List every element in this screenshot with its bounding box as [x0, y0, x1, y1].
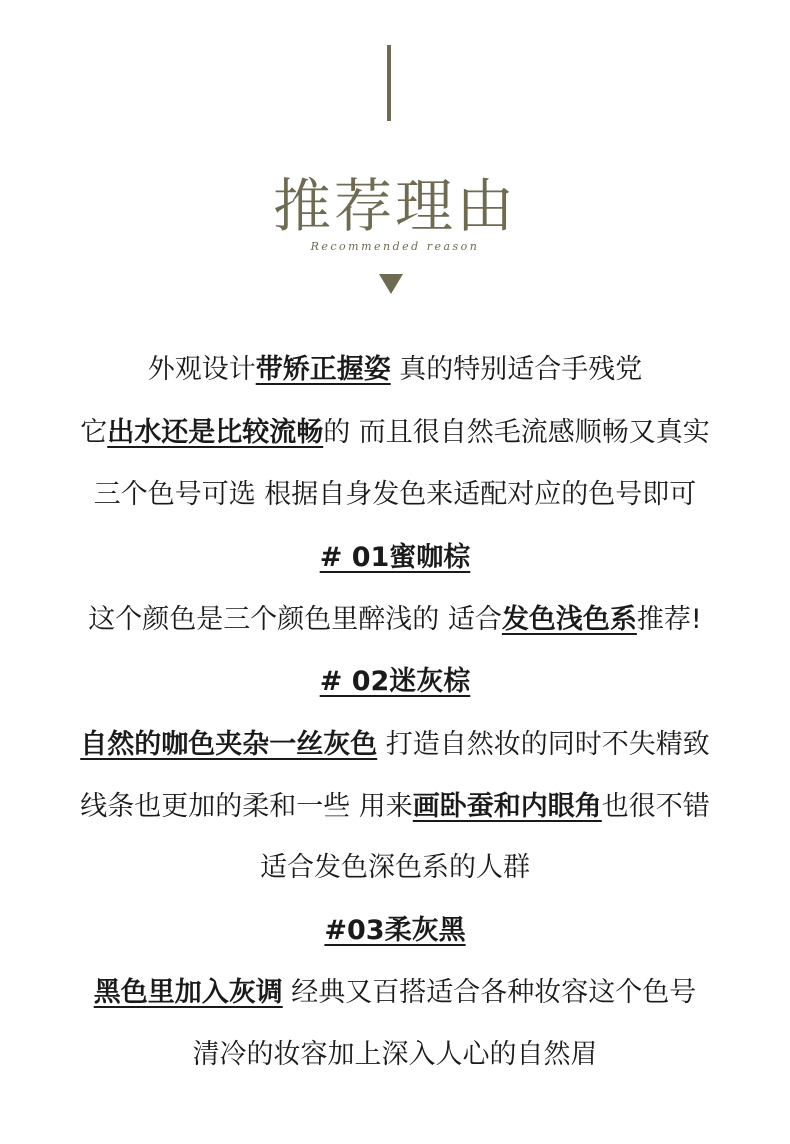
shade-heading-02 [0, 662, 790, 702]
highlight-text: 自然的咖色夹杂一丝灰色 [80, 729, 378, 760]
plain-text: 也很不错 [601, 791, 710, 822]
text-line-5 [0, 600, 790, 640]
shade-heading-03 [0, 911, 790, 951]
plain-text: 清冷的妆容加上深入人心的自然眉 [192, 1039, 598, 1070]
highlight-text: # 01蜜咖棕 [319, 542, 471, 573]
plain-text: 适合发色深色系的人群 [260, 852, 530, 883]
highlight-text: 画卧蚕和内眼角 [412, 791, 602, 822]
text-line-12 [0, 1035, 790, 1075]
text-line-9 [0, 848, 790, 888]
text-line-7 [0, 725, 790, 765]
highlight-text: 发色浅色系 [501, 604, 637, 635]
plain-text: 外观设计 [147, 354, 256, 385]
text-line-2 [0, 413, 790, 453]
highlight-text: # 02迷灰棕 [319, 666, 471, 697]
text-line-8 [0, 787, 790, 827]
plain-text: 真的特别适合手残党 [390, 354, 643, 385]
plain-text: 三个色号可选 根据自身发色来适配对应的色号即可 [93, 479, 697, 510]
plain-text: 它 [80, 417, 108, 448]
text-line-11 [0, 973, 790, 1013]
highlight-text: 带矫正握姿 [255, 354, 391, 385]
plain-text: 经典又百搭适合各种妆容这个色号 [282, 977, 697, 1008]
shade-heading-01 [0, 538, 790, 578]
plain-text: 这个颜色是三个颜色里醉浅的 适合 [88, 604, 502, 635]
highlight-text: #03柔灰黑 [324, 915, 466, 946]
text-line-3 [0, 475, 790, 515]
text-line-1 [0, 350, 790, 390]
section-subtitle: Recommended reason [310, 240, 480, 253]
plain-text: 打造自然妆的同时不失精致 [377, 729, 710, 760]
down-triangle-icon [379, 274, 403, 294]
highlight-text: 黑色里加入灰调 [93, 977, 283, 1008]
highlight-text: 出水还是比较流畅 [107, 417, 324, 448]
plain-text: 的 而且很自然毛流感顺畅又真实 [323, 417, 710, 448]
plain-text: 推荐! [636, 604, 702, 635]
decorative-vertical-line [387, 45, 391, 121]
plain-text: 线条也更加的柔和一些 用来 [80, 791, 413, 822]
section-title: 推荐理由 [272, 172, 517, 240]
